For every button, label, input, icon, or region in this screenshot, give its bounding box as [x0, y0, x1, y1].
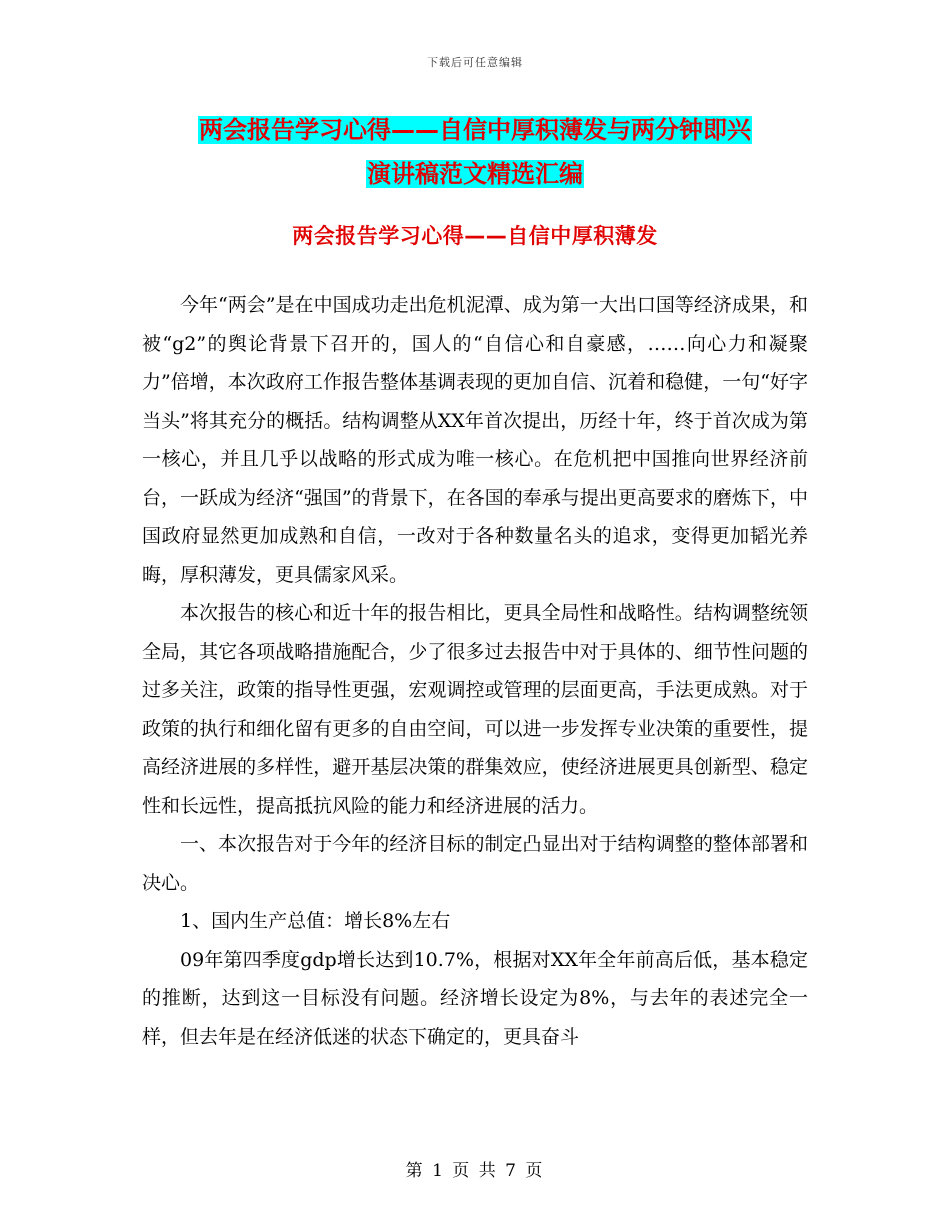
paragraph: 今年“两会”是在中国成功走出危机泥潭、成为第一大出口国等经济成果，和被“g2”的舆论背景下召开的，国人的“自信心和自豪感，……向心力和凝聚力”倍增，本次政府工作报告整体基调表现的更加自信、沉着和稳健，一句“好字当头”将其充分的概括。结构调整从XX年首次提出，历经十年，终于首次成为第一核心，并且几乎以战略的形式成为唯一核心。在危机把中国推向世界经济前台，一跃成为经济“强国”的背景下，在各国的奉承与提出更高要求的磨炼下，中国政府显然更加成熟和自信，一改对于各种数量名头的追求，变得更加韬光养晦，厚积薄发，更具儒家风采。 [142, 294, 808, 586]
paragraph: 一、本次报告对于今年的经济目标的制定凸显出对于结构调整的整体部署和决心。 [142, 833, 808, 894]
page-number: 第 1 页 共 7 页 [405, 1161, 545, 1181]
paragraph: 09年第四季度gdp增长达到10.7%，根据对XX年全年前高后低，基本稳定的推断，达到这一目标没有问题。经济增长设定为8%，与去年的表述完全一样，但去年是在经济低迷的状态下确定的，更具奋斗 [142, 948, 808, 1048]
paragraph: 1、国内生产总值：增长8%左右 [180, 910, 451, 932]
document-title [120, 108, 830, 196]
section-title: 两会报告学习心得——自信中厚积薄发 [292, 224, 658, 248]
document-body [142, 286, 808, 1056]
paragraph: 本次报告的核心和近十年的报告相比，更具全局性和战略性。结构调整统领全局，其它各项战略措施配合，少了很多过去报告中对于具体的、细节性问题的过多关注，政策的指导性更强，宏观调控或管理的层面更高，手法更成熟。对于政策的执行和细化留有更多的自由空间，可以进一步发挥专业决策的重要性，提高经济进展的多样性，避开基层决策的群集效应，使经济进展更具创新型、稳定性和长远性，提高抵抗风险的能力和经济进展的活力。 [142, 602, 808, 817]
document-title-line-1: 两会报告学习心得——自信中厚积薄发与两分钟即兴 [199, 116, 751, 144]
document-title-line-2: 演讲稿范文精选汇编 [367, 160, 583, 188]
header-note: 下载后可任意编辑 [427, 56, 523, 69]
